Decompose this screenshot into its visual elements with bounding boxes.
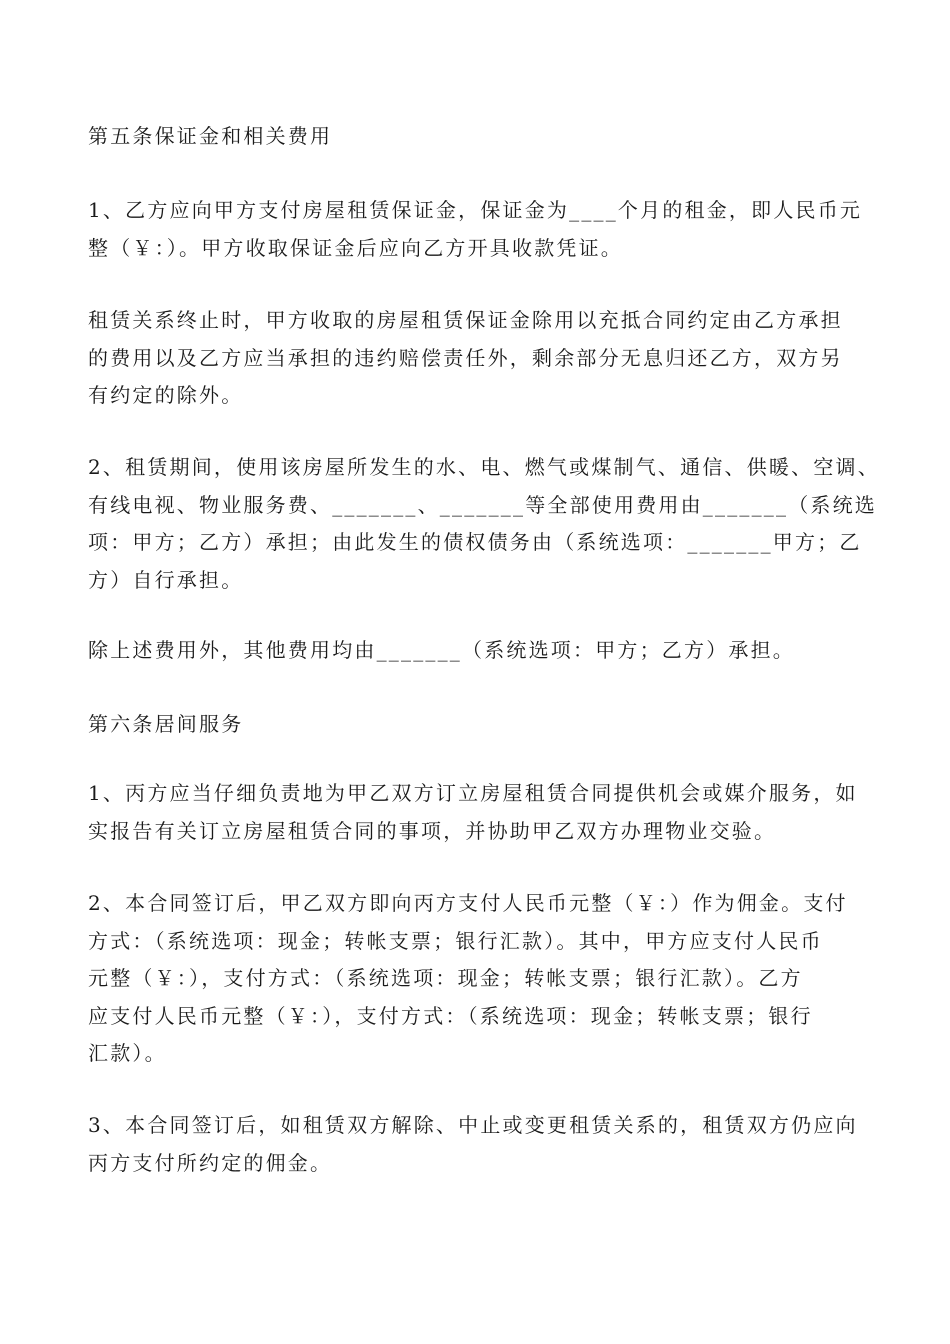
text-line: 1、乙方应向甲方支付房屋租赁保证金，保证金为____个月的租金，即人民币元 <box>88 198 863 222</box>
text-line: 元整（￥：），支付方式：（系统选项：现金；转帐支票；银行汇款）。乙方 <box>88 966 803 990</box>
text-line: 方）自行承担。 <box>88 567 244 592</box>
article5-heading <box>88 118 878 156</box>
text-line: 第五条保证金和相关费用 <box>88 124 333 148</box>
text-line: 项：甲方；乙方）承担；由此发生的债权债务由（系统选项：_______甲方；乙 <box>88 530 862 554</box>
article6-item3-paragraph <box>88 1107 878 1182</box>
text-line: 方式：（系统选项：现金；转帐支票；银行汇款）。其中，甲方应支付人民币 <box>88 928 823 953</box>
article5-item1-paragraph <box>88 192 878 267</box>
text-line: 第六条居间服务 <box>88 712 244 736</box>
text-line: 的费用以及乙方应当承担的违约赔偿责任外，剩余部分无息归还乙方，双方另 <box>88 345 843 370</box>
text-line: 汇款）。 <box>88 1041 167 1065</box>
text-line: 2、租赁期间，使用该房屋所发生的水、电、燃气或煤制气、通信、供暖、空调、 <box>88 455 880 479</box>
article6-item2-paragraph <box>88 885 878 1073</box>
article6-heading <box>88 706 878 744</box>
text-line: 有约定的除外。 <box>88 383 244 407</box>
text-line: 丙方支付所约定的佣金。 <box>88 1150 333 1175</box>
article5-deposit-return-paragraph <box>88 302 878 415</box>
text-line: 实报告有关订立房屋租赁合同的事项，并协助甲乙双方办理物业交验。 <box>88 818 777 843</box>
article6-item1-paragraph <box>88 775 878 850</box>
text-line: 租赁关系终止时，甲方收取的房屋租赁保证金除用以充抵合同约定由乙方承担 <box>88 308 843 332</box>
article5-other-fees-paragraph <box>88 632 878 670</box>
text-line: 2、本合同签订后，甲乙双方即向丙方支付人民币元整（￥：）作为佣金。支付 <box>88 891 848 915</box>
text-line: 3、本合同签订后，如租赁双方解除、中止或变更租赁关系的，租赁双方仍应向 <box>88 1113 858 1137</box>
article5-item2-paragraph <box>88 449 878 599</box>
text-line: 应支付人民币元整（￥：），支付方式：（系统选项：现金；转帐支票；银行 <box>88 1003 813 1028</box>
text-line: 除上述费用外，其他费用均由_______（系统选项：甲方；乙方）承担。 <box>88 638 795 662</box>
text-line: 整（￥：）。甲方收取保证金后应向乙方开具收款凭证。 <box>88 235 623 260</box>
text-line: 1、丙方应当仔细负责地为甲乙双方订立房屋租赁合同提供机会或媒介服务，如 <box>88 781 858 805</box>
text-line: 有线电视、物业服务费、_______、_______等全部使用费用由_______（系统选 <box>88 492 877 517</box>
